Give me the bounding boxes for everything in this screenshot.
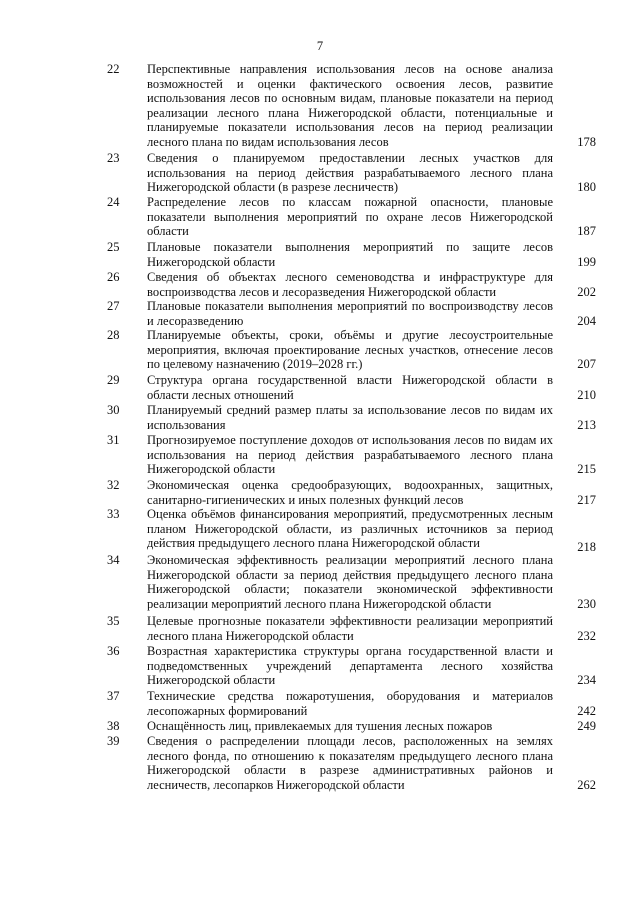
toc-entry-number: 36 [107,644,120,658]
toc-entry-number: 34 [107,553,120,567]
toc-entry-title: Оценка объёмов финансирования мероприятий, предусмотренных лесным планом Нижегородской области, из различных источников за период действия предыдущего лесного плана Нижегородской области [147,507,553,551]
toc-entry-page: 187 [577,224,596,238]
toc-entry-number: 27 [107,299,120,313]
toc-entry-page: 178 [577,135,596,149]
toc-entry-title: Сведения об объектах лесного семеноводства и инфраструктуре для воспроизводства лесов и лесоразведения Нижегородской области [147,270,553,299]
toc-entry-page: 230 [577,597,596,611]
toc-entry-page: 180 [577,180,596,194]
toc-entry-title: Планируемый средний размер платы за использование лесов по видам их использования [147,403,553,432]
toc-entry-number: 29 [107,373,120,387]
toc-entry-number: 23 [107,151,120,165]
toc-entry-number: 35 [107,614,120,628]
toc-entry-title: Экономическая эффективность реализации мероприятий лесного плана Нижегородской области за период действия предыдущего лесного плана Нижегородской области; показатели экономической эффективности реализации мероприятий лесного плана Нижегородской области [147,553,553,611]
toc-entry-number: 37 [107,689,120,703]
toc-entry-title: Сведения о планируемом предоставлении лесных участков для использования на период действия разрабатываемого лесного плана Нижегородской области (в разрезе лесничеств) [147,151,553,195]
toc-entry-title: Оснащённость лиц, привлекаемых для тушения лесных пожаров [147,719,493,733]
toc-entry-page: 242 [577,704,596,718]
toc-entry-title: Сведения о распределении площади лесов, расположенных на землях лесного фонда, по отношению к показателям предыдущего лесного плана Нижегородской области в разрезе административных районов и лесничеств, лесопарков Нижегородской области [147,734,553,792]
toc-entry-title: Прогнозируемое поступление доходов от использования лесов по видам их использования на период действия разрабатываемого лесного плана Нижегородской области [147,433,553,477]
toc-entry-page: 217 [577,493,596,507]
toc-entry-title: Плановые показатели выполнения мероприятий по воспроизводству лесов и лесоразведению [147,299,553,328]
toc-entry-title: Структура органа государственной власти Нижегородской области в области лесных отношений [147,373,553,402]
toc-entry-title: Перспективные направления использования лесов на основе анализа возможностей и оценки фактического освоения лесов, развитие использования лесов по основным видам, плановые показатели на период реализации лесного плана Нижегородской области, потенциальные и планируемые показатели использования лесов на период реализации лесного плана по видам использования лесов [147,62,553,149]
toc-entry-page: 232 [577,629,596,643]
toc-entry-page: 207 [577,357,596,371]
page-number: 7 [316,39,324,53]
toc-entry-title: Технические средства пожаротушения, оборудования и материалов лесопожарных формирований [147,689,553,718]
toc-entry-page: 249 [577,719,596,733]
toc-entry-page: 204 [577,314,596,328]
toc-entry-title: Распределение лесов по классам пожарной опасности, плановые показатели выполнения мероприятий по охране лесов Нижегородской области [147,195,553,239]
toc-entry-number: 30 [107,403,120,417]
toc-entry-number: 24 [107,195,120,209]
toc-entry-title: Целевые прогнозные показатели эффективности реализации мероприятий лесного плана Нижегородской области [147,614,553,643]
toc-entry-page: 234 [577,673,596,687]
toc-entry-number: 38 [107,719,120,733]
toc-entry-page: 210 [577,388,596,402]
toc-entry-title: Возрастная характеристика структуры органа государственной власти и подведомственных учреждений департамента лесного хозяйства Нижегородской области [147,644,553,688]
toc-entry-number: 32 [107,478,120,492]
toc-entry-page: 199 [577,255,596,269]
toc-entry-page: 213 [577,418,596,432]
toc-entry-number: 31 [107,433,120,447]
toc-entry-title: Плановые показатели выполнения мероприятий по защите лесов Нижегородской области [147,240,553,269]
toc-entry-number: 28 [107,328,120,342]
toc-entry-number: 39 [107,734,120,748]
toc-entry-number: 26 [107,270,120,284]
toc-entry-page: 215 [577,462,596,476]
toc-entry-number: 22 [107,62,120,76]
toc-entry-page: 202 [577,285,596,299]
toc-entry-title: Экономическая оценка средообразующих, водоохранных, защитных, санитарно-гигиенических и иных полезных функций лесов [147,478,553,507]
toc-entry-number: 33 [107,507,120,521]
toc-entry-page: 262 [577,778,596,792]
toc-entry-page: 218 [577,540,596,554]
toc-entry-title: Планируемые объекты, сроки, объёмы и другие лесоустроительные мероприятия, включая проектирование лесных участков, отнесение лесов по целевому назначению (2019–2028 гг.) [147,328,553,372]
toc-entry-number: 25 [107,240,120,254]
